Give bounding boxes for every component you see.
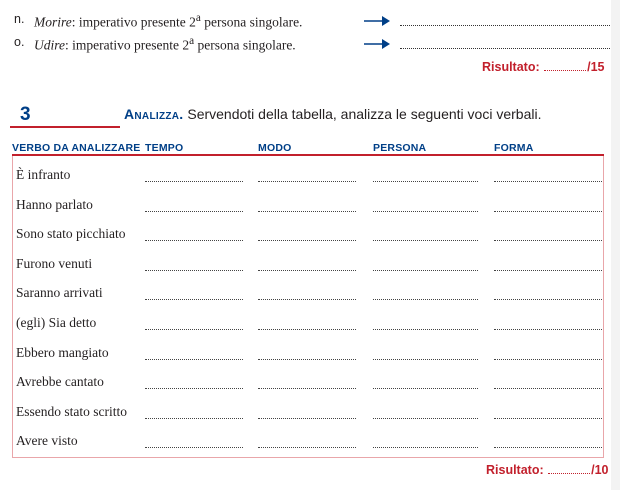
tempo-blank[interactable] [145, 329, 243, 330]
exercise-line-o [14, 35, 614, 55]
arrow-right-icon [364, 15, 390, 27]
verb-cell: Essendo stato scritto [16, 403, 127, 419]
score-max: /15 [587, 60, 605, 74]
tempo-blank[interactable] [145, 270, 243, 271]
forma-blank[interactable] [494, 240, 602, 241]
persona-blank[interactable] [373, 181, 478, 182]
table-row [12, 158, 604, 188]
persona-blank[interactable] [373, 418, 478, 419]
persona-blank[interactable] [373, 240, 478, 241]
forma-blank[interactable] [494, 388, 602, 389]
modo-blank[interactable] [258, 270, 356, 271]
table-row [12, 276, 604, 306]
exercise-number: 3 [20, 104, 31, 125]
answer-blank[interactable] [400, 25, 612, 26]
score-blank[interactable] [548, 473, 590, 474]
item-letter: n. [14, 12, 25, 26]
item-text [34, 35, 296, 54]
persona-blank[interactable] [373, 447, 478, 448]
header-verbo: VERBO DA ANALIZZARE [12, 142, 141, 154]
item-rest: persona singolare. [194, 37, 296, 53]
item-verb: Morire [34, 14, 72, 30]
table-row [12, 306, 604, 336]
table-header [12, 138, 604, 156]
forma-blank[interactable] [494, 270, 602, 271]
score-blank[interactable] [544, 70, 586, 71]
header-forma: FORMA [494, 142, 534, 154]
forma-blank[interactable] [494, 359, 602, 360]
arrow-right-icon [364, 38, 390, 50]
verb-cell: Ebbero mangiato [16, 344, 109, 360]
score-bottom [486, 463, 609, 477]
modo-blank[interactable] [258, 388, 356, 389]
analysis-table [12, 138, 604, 458]
table-row [12, 247, 604, 277]
item-rest: persona singolare. [200, 14, 303, 30]
score-label: Risultato: [486, 463, 544, 477]
tempo-blank[interactable] [145, 299, 243, 300]
header-modo: MODO [258, 142, 292, 154]
item-text [34, 12, 302, 31]
forma-blank[interactable] [494, 211, 602, 212]
item-sup: a [195, 12, 201, 24]
score-top [482, 60, 605, 74]
forma-blank[interactable] [494, 418, 602, 419]
table-row [12, 217, 604, 247]
table-row [12, 336, 604, 366]
modo-blank[interactable] [258, 181, 356, 182]
persona-blank[interactable] [373, 388, 478, 389]
table-row [12, 424, 604, 454]
verb-cell: È infranto [16, 167, 71, 182]
verb-cell: Furono venuti [16, 255, 93, 271]
persona-blank[interactable] [373, 329, 478, 330]
item-letter: o. [14, 35, 25, 49]
exercise-line-n [14, 12, 614, 32]
modo-blank[interactable] [258, 359, 356, 360]
modo-blank[interactable] [258, 329, 356, 330]
instruction-keyword: Analizza. [124, 106, 184, 122]
item-sup: a [189, 35, 195, 47]
exercise-number-badge [10, 104, 120, 130]
tempo-blank[interactable] [145, 181, 243, 182]
verb-cell: Avere visto [16, 433, 78, 449]
forma-blank[interactable] [494, 299, 602, 300]
exercise-instruction [124, 106, 541, 122]
page-edge-strip [611, 0, 620, 490]
modo-blank[interactable] [258, 418, 356, 419]
table-row [12, 395, 604, 425]
modo-blank[interactable] [258, 447, 356, 448]
modo-blank[interactable] [258, 240, 356, 241]
table-body [12, 158, 604, 454]
header-persona: PERSONA [373, 142, 427, 154]
instruction-text: Servendoti della tabella, analizza le seguenti voci verbali. [183, 106, 542, 122]
forma-blank[interactable] [494, 181, 602, 182]
persona-blank[interactable] [373, 359, 478, 360]
forma-blank[interactable] [494, 329, 602, 330]
verb-cell: Saranno arrivati [16, 285, 103, 301]
persona-blank[interactable] [373, 211, 478, 212]
forma-blank[interactable] [494, 447, 602, 448]
answer-blank[interactable] [400, 48, 612, 49]
item-description: : imperativo presente 2 [65, 37, 190, 53]
tempo-blank[interactable] [145, 418, 243, 419]
verb-cell: Hanno parlato [16, 196, 93, 212]
tempo-blank[interactable] [145, 359, 243, 360]
item-verb: Udire [34, 37, 65, 53]
header-tempo: TEMPO [145, 142, 184, 154]
score-max: /10 [591, 463, 609, 477]
score-label: Risultato: [482, 60, 540, 74]
table-row [12, 188, 604, 218]
tempo-blank[interactable] [145, 240, 243, 241]
exercise-number-rule [10, 126, 120, 128]
table-row [12, 365, 604, 395]
item-description: : imperativo presente 2 [71, 14, 196, 30]
tempo-blank[interactable] [145, 388, 243, 389]
persona-blank[interactable] [373, 299, 478, 300]
verb-cell: (egli) Sia detto [16, 314, 97, 330]
persona-blank[interactable] [373, 270, 478, 271]
verb-cell: Avrebbe cantato [16, 374, 104, 390]
modo-blank[interactable] [258, 299, 356, 300]
tempo-blank[interactable] [145, 447, 243, 448]
tempo-blank[interactable] [145, 211, 243, 212]
verb-cell: Sono stato picchiato [16, 226, 126, 242]
modo-blank[interactable] [258, 211, 356, 212]
